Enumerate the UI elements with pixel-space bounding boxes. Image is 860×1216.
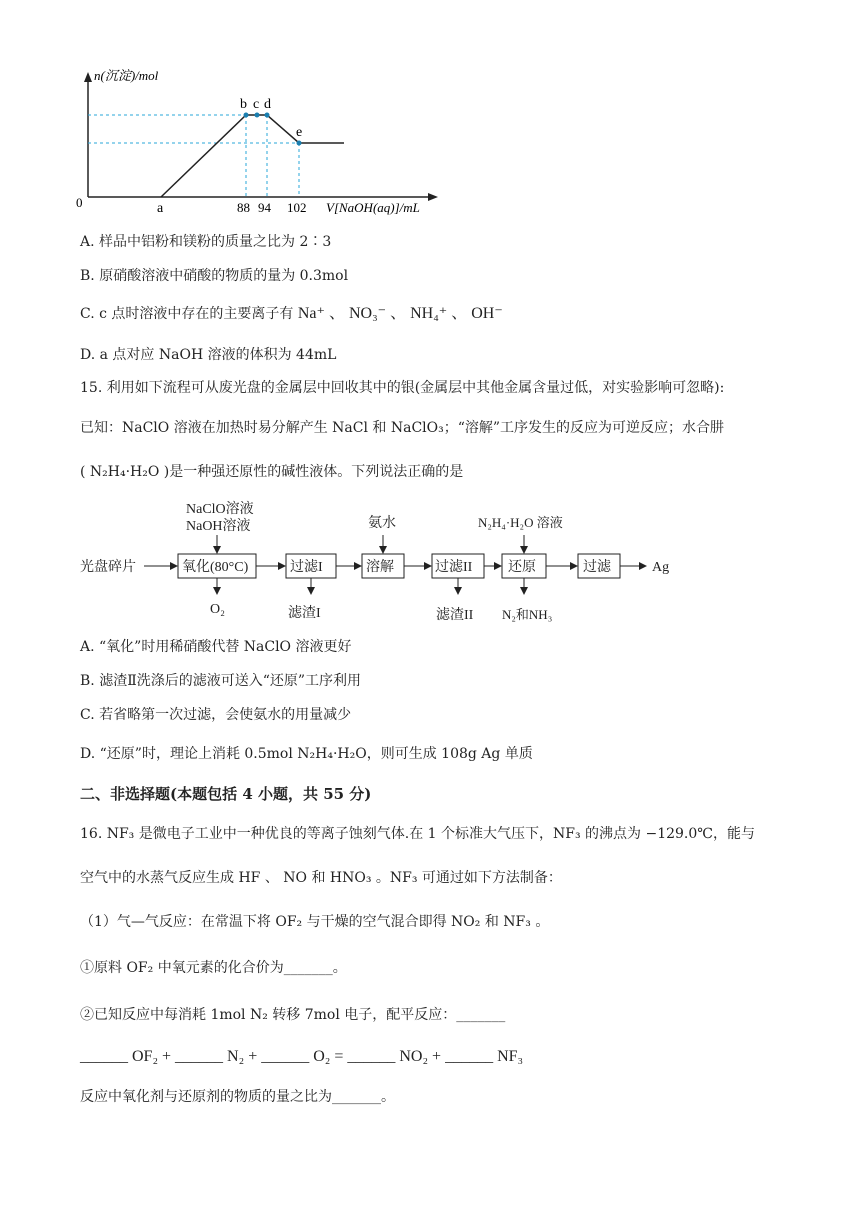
q15-stem: 15. 利用如下流程可从废光盘的金属层中回收其中的银(金属层中其他金属含量过低，对实验影响可忽略):: [80, 380, 725, 396]
q15-option-c: C. 若省略第一次过滤，会使氨水的用量减少: [80, 707, 352, 723]
flow-input-hydrazine: N₂H₄·H₂O 溶液: [478, 515, 563, 530]
flow-step-oxidation: 氧化(80°C): [182, 560, 249, 575]
flow-chart: [78, 497, 678, 632]
flow-input-naoh: NaOH溶液: [186, 519, 251, 534]
q14-option-c-ions: Na⁺ 、 NO₃⁻ 、 NH₄⁺ 、 OH⁻: [297, 305, 503, 322]
point-e: e: [296, 125, 303, 140]
q16-part-3: 反应中氧化剂与还原剂的物质的量之比为_______。: [80, 1089, 395, 1105]
flow-input-ammonia: 氨水: [368, 516, 396, 531]
flow-step-filter1: 过滤I: [290, 560, 323, 575]
q16-sub-1: （1）气—气反应：在常温下将 OF₂ 与干燥的空气混合即得 NO₂ 和 NF₃ 。: [80, 914, 550, 930]
q16-part-2: ②已知反应中每消耗 1mol N₂ 转移 7mol 电子，配平反应：_______: [80, 1007, 506, 1023]
flow-end: Ag: [652, 560, 670, 575]
precipitate-graph: [70, 60, 460, 220]
flow-output-residue2: 滤渣II: [436, 608, 474, 623]
flow-step-reduce: 还原: [508, 560, 536, 575]
q14-option-d: D. a 点对应 NaOH 溶液的体积为 44mL: [80, 347, 337, 363]
flow-output-residue1: 滤渣I: [288, 606, 321, 621]
flow-step-filter2: 过滤II: [435, 560, 473, 575]
tick-88: 88: [237, 200, 250, 215]
q14-option-a: A. 样品中铝粉和镁粉的质量之比为 2∶3: [80, 234, 332, 250]
point-a: a: [157, 201, 164, 216]
flow-step-filter3: 过滤: [583, 560, 611, 575]
q14-option-c: [80, 304, 503, 324]
point-b: b: [240, 97, 247, 112]
q15-option-b: B. 滤渣Ⅱ洗涤后的滤液可送入“还原”工序利用: [80, 673, 362, 689]
q16-line-2: 空气中的水蒸气反应生成 HF 、 NO 和 HNO₃ 。NF₃ 可通过如下方法制备：: [80, 870, 562, 886]
q15-option-a: A. “氧化”时用稀硝酸代替 NaClO 溶液更好: [80, 639, 352, 655]
flow-step-dissolve: 溶解: [366, 560, 394, 575]
point-c: c: [253, 97, 260, 112]
q15-known-1: 已知：NaClO 溶液在加热时易分解产生 NaCl 和 NaClO₃；“溶解”工序发生的反应为可逆反应；水合肼: [80, 420, 725, 436]
tick-94: 94: [258, 200, 271, 215]
section-2-title: 二、非选择题(本题包括 4 小题，共 55 分): [80, 785, 372, 803]
flow-output-gases: N₂和NH₃: [502, 607, 553, 622]
x-axis-label: V[NaOH(aq)]/mL: [326, 200, 420, 215]
flow-start: 光盘碎片: [80, 560, 136, 575]
q15-option-d: D. “还原”时，理论上消耗 0.5mol N₂H₄·H₂O，则可生成 108g Ag 单质: [80, 746, 533, 762]
flow-input-naclo: NaClO溶液: [186, 502, 254, 517]
y-axis-label: n(沉淀)/mol: [94, 68, 159, 83]
origin-label: 0: [76, 195, 83, 210]
q16-part-1: ①原料 OF₂ 中氧元素的化合价为_______。: [80, 960, 347, 976]
point-d: d: [264, 97, 271, 112]
q15-known-2: ( N₂H₄·H₂O )是一种强还原性的碱性液体。下列说法正确的是: [80, 464, 464, 480]
tick-102: 102: [287, 200, 307, 215]
q16-line-1: 16. NF₃ 是微电子工业中一种优良的等离子蚀刻气体.在 1 个标准大气压下，NF₃ 的沸点为 −129.0℃，能与: [80, 826, 755, 842]
q14-option-c-text: C. c 点时溶液中存在的主要离子有: [80, 306, 294, 322]
q14-option-b: B. 原硝酸溶液中硝酸的物质的量为 0.3mol: [80, 268, 349, 284]
q16-equation: ______ OF₂ + ______ N₂ + ______ O₂ = ______ NO₂ + ______ NF₃: [80, 1048, 524, 1065]
flow-output-o2: O₂: [210, 602, 225, 617]
